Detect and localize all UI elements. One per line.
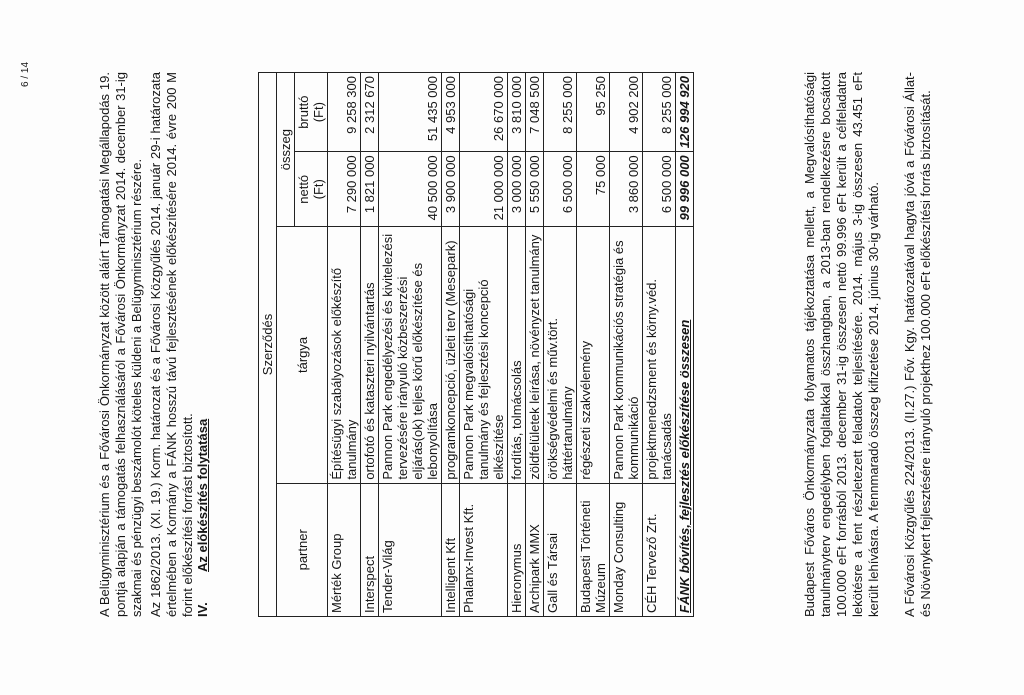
- cell-targy: zöldfelületek leírása, növényzet tanulmány: [526, 227, 544, 483]
- cell-targy: fordítás, tolmácsolás: [508, 227, 526, 483]
- total-row: [676, 73, 694, 617]
- cell-brutto: 95 250: [577, 73, 610, 152]
- cell-netto: 3 000 000: [508, 152, 526, 227]
- contracts-table: [258, 72, 694, 617]
- table-row: [544, 73, 577, 617]
- table-row: [577, 73, 610, 617]
- header-netto: nettó (Ft): [295, 152, 328, 227]
- cell-targy: Építésügyi szabályozások előkészítő tanulmány: [328, 227, 361, 483]
- cell-targy: Pannon Park engedélyezési és kivitelezési tervezésére irányuló közbeszerzési eljárás(ok) teljes körű előkészítése és lebonyolítása: [379, 227, 442, 483]
- cell-partner: Intelligent Kft: [442, 483, 460, 616]
- table-row: [460, 73, 508, 617]
- cell-brutto: 51 435 000: [379, 73, 442, 152]
- page-number: 6 / 14: [20, 61, 31, 87]
- table-row: [643, 73, 676, 617]
- cell-brutto: 3 810 000: [508, 73, 526, 152]
- table-row: [442, 73, 460, 617]
- cell-partner: CÉH Tervező Zrt.: [643, 483, 676, 616]
- paragraph-onkormanyzat-forras: Budapest Főváros Önkormányzata folyamatos tájékoztatása mellett, a Megvalósíthatósági tanulmányterv engedélyben foglaltakkal összhangban, a 2013-ban rendelkezésre bocsátott 100.000 eFt forrásból 2013. december 31-ig összesen nettó 99.996 eFt került a célfeladatra lekötésre a fent részletezett feladatok teljesítésére. 2014. május 3-ig összesen 43.451 eFt került lehívásra. A fennmaradó összeg kifizetése 2014. június 30-ig várható.: [802, 72, 881, 617]
- cell-brutto: 7 048 500: [526, 73, 544, 152]
- cell-netto: 3 900 000: [442, 152, 460, 227]
- cell-netto: 6 500 000: [643, 152, 676, 227]
- cell-partner: Mérték Group: [328, 483, 361, 616]
- cell-brutto: 9 258 300: [328, 73, 361, 152]
- cell-partner: Monday Consulting: [610, 483, 643, 616]
- header-targy: tárgya: [277, 227, 328, 483]
- cell-brutto: 8 255 000: [643, 73, 676, 152]
- paragraph-belugyminiszterium: A Belügyminisztérium és a Fővárosi Önkormányzat között aláírt Támogatási Megállapodás 19. pontja alapján a támogatás felhasználásáról a Fővárosi Önkormányzat 2014. december 31-ig szakmai és pénzügyi beszámolót köteles küldeni a Belügyminisztérium részére.: [97, 72, 144, 617]
- table-row: [379, 73, 442, 617]
- cell-netto: 7 290 000: [328, 152, 361, 227]
- cell-brutto: 8 255 000: [544, 73, 577, 152]
- cell-partner: Budapesti Történeti Múzeum: [577, 483, 610, 616]
- cell-targy: Pannon Park megvalósíthatósági tanulmány és fejlesztési koncepció elkészítése: [460, 227, 508, 483]
- header-brutto: bruttó (Ft): [295, 73, 328, 152]
- total-label: FÁNK bővítés, fejlesztés előkészítése összesen: [676, 227, 694, 617]
- cell-netto: 3 860 000: [610, 152, 643, 227]
- cell-brutto: 2 312 670: [361, 73, 379, 152]
- header-osszeg: összeg: [277, 73, 295, 227]
- cell-targy: programkoncepció, üzleti terv (Mesepark): [442, 227, 460, 483]
- cell-netto: 40 500 000: [379, 152, 442, 227]
- cell-targy: régészeti szakvélemény: [577, 227, 610, 483]
- cell-brutto: 4 902 200: [610, 73, 643, 152]
- cell-targy: ortofotó és kataszteri nyilvántartás: [361, 227, 379, 483]
- total-brutto: 126 994 920: [676, 73, 694, 152]
- cell-netto: 1 821 000: [361, 152, 379, 227]
- cell-targy: Pannon Park kommunikációs stratégia és kommunikáció: [610, 227, 643, 483]
- table-row: [610, 73, 643, 617]
- cell-partner: Archipark MMX: [526, 483, 544, 616]
- total-netto: 99 996 000: [676, 152, 694, 227]
- cell-netto: 5 550 000: [526, 152, 544, 227]
- header-szerzodes: Szerződés: [259, 73, 277, 617]
- cell-partner: Tender-Világ: [379, 483, 442, 616]
- table-row: [328, 73, 361, 617]
- cell-partner: Hieronymus: [508, 483, 526, 616]
- header-partner: partner: [277, 483, 328, 616]
- cell-partner: Phalanx-Invest Kft.: [460, 483, 508, 616]
- table-row: [508, 73, 526, 617]
- cell-brutto: 4 953 000: [442, 73, 460, 152]
- cell-targy: projektmenedzsment és körny.véd. tanácsadás: [643, 227, 676, 483]
- table-row: [361, 73, 379, 617]
- table-row: [526, 73, 544, 617]
- cell-netto: 75 000: [577, 152, 610, 227]
- cell-targy: örökségvédelmi és műv.tört. háttértanulmány: [544, 227, 577, 483]
- cell-partner: Gall és Társai: [544, 483, 577, 616]
- cell-brutto: 26 670 000: [460, 73, 508, 152]
- cell-netto: 6 500 000: [544, 152, 577, 227]
- section-heading: [195, 419, 210, 617]
- section-title: Az előkészítés folytatása: [195, 418, 210, 572]
- cell-netto: 21 000 000: [460, 152, 508, 227]
- section-number: IV.: [195, 602, 210, 617]
- paragraph-korm-hatarozat: Az 1862/2013. (XI. 19.) Korm. határozat és a Fővárosi Közgyűlés 2014. január 29-i határozata értelmében a Kormány a FÁNK hosszú távú fejlesztésének előkészítésére 2014. évre 200 M forint előkészítési forrást biztosított.: [148, 72, 195, 617]
- paragraph-kozgyules-hatarozat: A Fővárosi Közgyűlés 224/2013. (II.27.) Főv. Kgy. határozatával hagyta jóvá a Fővárosi Állat- és Növénykert fejlesztésére irányuló projekthez 100.000 eFt előkészítési forrás biztosítását.: [902, 72, 933, 617]
- cell-partner: Interspect: [361, 483, 379, 616]
